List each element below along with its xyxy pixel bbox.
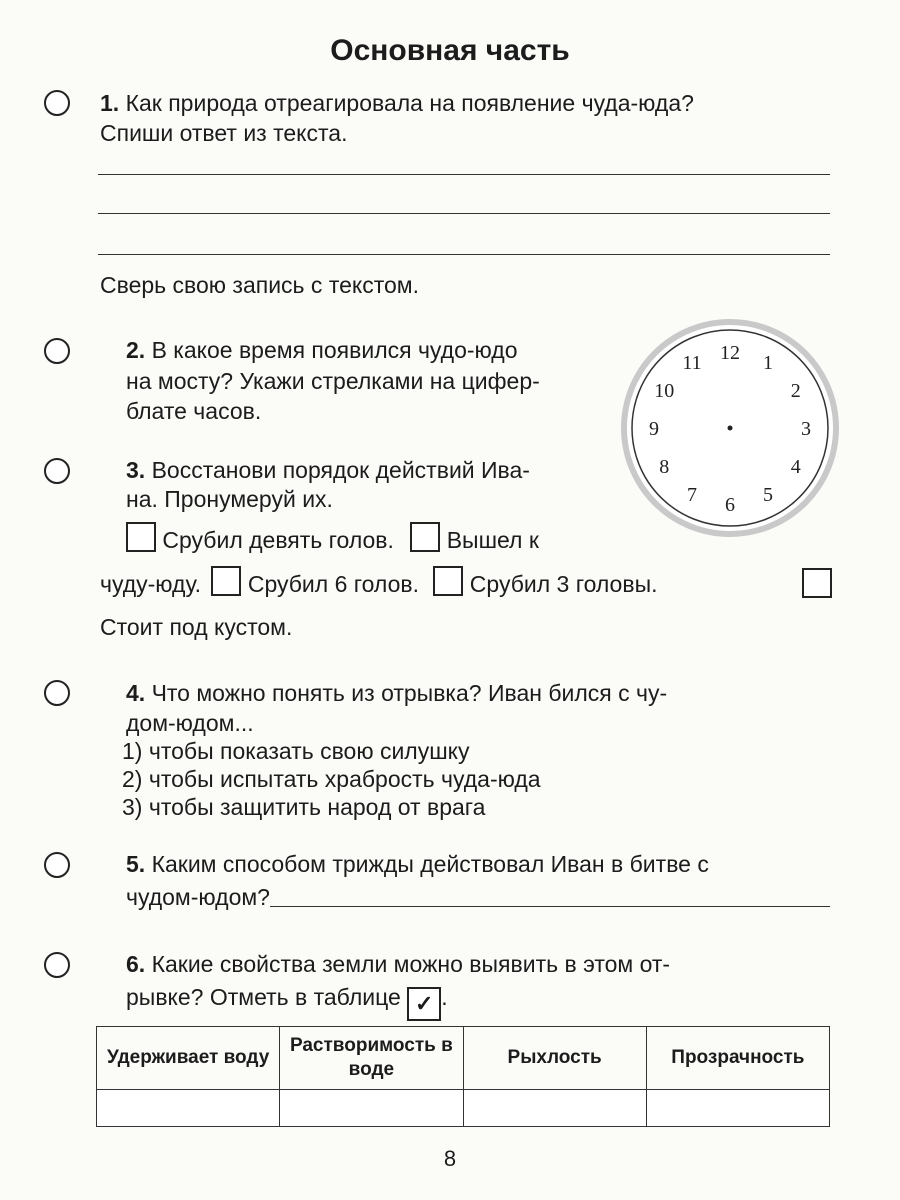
question-1-number: 1. — [100, 90, 120, 116]
question-2-line3: блате часов. — [126, 398, 262, 424]
question-2-line2: на мосту? Укажи стрелками на цифер- — [126, 368, 540, 394]
table-header-looseness: Рыхлость — [463, 1027, 646, 1090]
action-item-5: Стоит под кустом. — [100, 614, 293, 640]
question-2-text: В какое время появился чудо-юдо — [151, 337, 518, 363]
question-1-text: Как природа отреагировала на появление чуда-юда? — [125, 90, 694, 116]
answer-option-3[interactable]: 3) чтобы защитить народ от врага — [122, 794, 486, 820]
answer-line-1b[interactable] — [98, 213, 830, 214]
answer-line-1a[interactable] — [98, 174, 830, 175]
clock-numeral-3: 3 — [801, 418, 811, 440]
question-6-period: . — [441, 984, 448, 1010]
clock-numeral-12: 12 — [720, 342, 740, 364]
question-1-line2: Спиши ответ из текста. — [100, 120, 348, 146]
task-marker-circle-5 — [44, 852, 70, 878]
question-5-number: 5. — [126, 851, 146, 877]
clock-face[interactable] — [620, 318, 840, 538]
order-box-5[interactable] — [802, 568, 832, 598]
answer-option-1[interactable]: 1) чтобы показать свою силушку — [122, 738, 470, 764]
table-header-solubility: Растворимость в воде — [280, 1027, 463, 1090]
page-title: Основная часть — [330, 34, 570, 67]
table-answer-cell-3[interactable] — [463, 1090, 646, 1127]
table-header-transparency: Прозрачность — [646, 1027, 829, 1090]
task-marker-circle-6 — [44, 952, 70, 978]
table-answer-cell-4[interactable] — [646, 1090, 829, 1127]
question-6-line1 — [126, 947, 670, 981]
question-5-line2: чудом-юдом? — [126, 884, 270, 910]
clock-center-dot — [728, 426, 733, 431]
clock-numeral-11: 11 — [682, 352, 702, 375]
task-marker-circle-2 — [44, 338, 70, 364]
question-4-line2: дом-юдом... — [126, 710, 254, 736]
order-box-4[interactable] — [433, 566, 463, 596]
table-header-water-retention: Удерживает воду — [97, 1027, 280, 1090]
question-6-text: Какие свойства земли можно выявить в этом от- — [151, 951, 671, 977]
answer-line-5a[interactable] — [270, 906, 830, 907]
clock-numeral-1: 1 — [763, 352, 773, 375]
question-4-line1 — [126, 676, 667, 710]
clock-numeral-8: 8 — [659, 456, 670, 478]
checkmark-icon: ✓ — [407, 987, 441, 1021]
table-answer-cell-1[interactable] — [97, 1090, 280, 1127]
question-3-line2: на. Пронумеруй их. — [126, 486, 333, 512]
question-6-text-2: рывке? Отметь в таблице — [126, 984, 401, 1010]
question-1-check-instruction: Сверь свою запись с текстом. — [100, 272, 419, 298]
question-5-text: Каким способом трижды действовал Иван в битве с — [151, 851, 709, 877]
order-box-1[interactable] — [126, 522, 156, 552]
question-6-number: 6. — [126, 951, 146, 977]
question-3-text: Восстанови порядок действий Ива- — [151, 457, 530, 483]
question-4-number: 4. — [126, 680, 146, 706]
task-marker-circle-1 — [44, 90, 70, 116]
question-5-line1 — [126, 847, 709, 881]
question-3-number: 3. — [126, 457, 146, 483]
action-item-2b: чуду-юду. — [100, 571, 202, 597]
clock-numeral-4: 4 — [790, 456, 801, 478]
order-box-3[interactable] — [211, 566, 241, 596]
action-item-2a: Вышел к — [446, 527, 539, 553]
page-number: 8 — [443, 1146, 457, 1171]
clock-numeral-6: 6 — [725, 494, 735, 516]
clock-numeral-5: 5 — [763, 483, 773, 506]
order-box-2[interactable] — [410, 522, 440, 552]
clock-numeral-9: 9 — [649, 418, 659, 440]
action-item-4: Срубил 3 головы. — [469, 571, 658, 597]
question-2-number: 2. — [126, 337, 146, 363]
sequence-row-2 — [100, 566, 658, 601]
table-answer-cell-2[interactable] — [280, 1090, 463, 1127]
clock-numeral-7: 7 — [687, 483, 697, 506]
clock-numeral-10: 10 — [654, 380, 675, 402]
question-1-line1 — [100, 86, 694, 120]
clock-numeral-2: 2 — [790, 380, 801, 402]
answer-option-2[interactable]: 2) чтобы испытать храбрость чуда-юда — [122, 766, 541, 792]
question-2-line1 — [126, 333, 518, 367]
task-marker-circle-4 — [44, 680, 70, 706]
question-4-text: Что можно понять из отрывка? Иван бился с чу- — [151, 680, 668, 706]
sequence-row-1 — [126, 522, 539, 557]
table-header-row — [97, 1027, 830, 1090]
question-6-line2 — [126, 980, 448, 1021]
soil-properties-table — [96, 1026, 830, 1127]
task-marker-circle-3 — [44, 458, 70, 484]
table-row — [97, 1090, 830, 1127]
action-item-1: Срубил девять голов. — [162, 527, 394, 553]
answer-line-1c[interactable] — [98, 254, 830, 255]
action-item-3: Срубил 6 голов. — [247, 571, 420, 597]
